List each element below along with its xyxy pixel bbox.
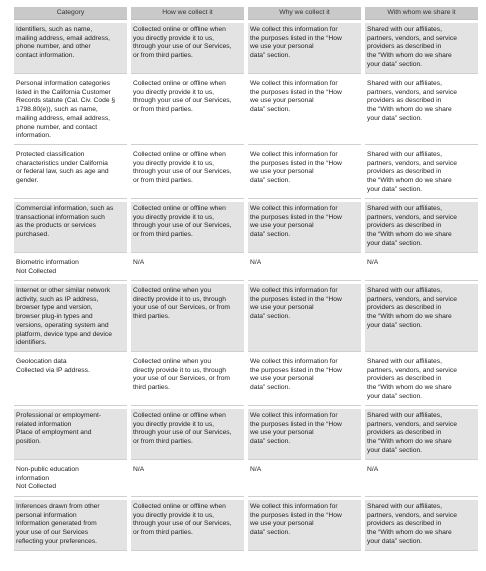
category-cell: Identifiers, such as name, mailing address, email address, phone number, and other contact information. (14, 23, 127, 74)
why-collected-cell: We collect this information for the purposes listed in the “How we use your personal data” section. (248, 23, 361, 74)
header-shared-with: With whom we share it (365, 7, 478, 20)
shared-with-cell: Shared with our affiliates, partners, vendors, and service providers as described in the “With whom do we share your data” section. (365, 23, 478, 74)
how-collected-cell: N/A (131, 463, 244, 497)
table-row (14, 500, 478, 551)
shared-with-cell: Shared with our affiliates, partners, vendors, and service providers as described in the “With whom do we share your data” section. (365, 500, 478, 551)
shared-with-cell: N/A (365, 256, 478, 281)
table-row (14, 409, 478, 460)
category-cell: Protected classification characteristics under California or federal law, such as age and gender. (14, 148, 127, 199)
category-cell: Professional or employment- related information Place of employment and position. (14, 409, 127, 460)
table-row (14, 148, 478, 199)
table-row (14, 284, 478, 352)
header-category: Category (14, 7, 127, 20)
how-collected-cell: Collected online or offline when you directly provide it to us, through your use of our Services, or from third parties. (131, 500, 244, 551)
category-cell: Non-public education information Not Collected (14, 463, 127, 497)
why-collected-cell: We collect this information for the purposes listed in the “How we use your personal data” section. (248, 148, 361, 199)
shared-with-cell: Shared with our affiliates, partners, vendors, and service providers as described in the “With whom do we share your data” section. (365, 355, 478, 406)
how-collected-cell: Collected online or offline when you directly provide it to us, through your use of our Services, or from third parties. (131, 77, 244, 145)
data-collection-table (10, 4, 482, 554)
how-collected-cell: Collected online or offline when you directly provide it to us, through your use of our Services, or from third parties. (131, 202, 244, 253)
table-row (14, 77, 478, 145)
why-collected-cell: We collect this information for the purposes listed in the “How we use your personal data” section. (248, 500, 361, 551)
why-collected-cell: N/A (248, 256, 361, 281)
table-row (14, 256, 478, 281)
shared-with-cell: N/A (365, 463, 478, 497)
category-cell: Personal information categories listed in the California Customer Records statute (Cal. Civ. Code § 1798.80(e)), such as name, mailing address, email address, phone number, and contact information. (14, 77, 127, 145)
why-collected-cell: N/A (248, 463, 361, 497)
table-row (14, 463, 478, 497)
why-collected-cell: We collect this information for the purposes listed in the “How we use your personal data” section. (248, 77, 361, 145)
header-how-collected: How we collect it (131, 7, 244, 20)
how-collected-cell: Collected online or offline when you directly provide it to us, through your use of our Services, or from third parties. (131, 23, 244, 74)
why-collected-cell: We collect this information for the purposes listed in the “How we use your personal data” section. (248, 284, 361, 352)
category-cell: Geolocation data Collected via IP address. (14, 355, 127, 406)
table-row (14, 355, 478, 406)
shared-with-cell: Shared with our affiliates, partners, vendors, and service providers as described in the “With whom do we share your data” section. (365, 409, 478, 460)
table-header-row (14, 7, 478, 20)
category-cell: Internet or other similar network activity, such as IP address, browser type and version, browser plug-in types and versions, operating system and platform, device type and device identifiers. (14, 284, 127, 352)
table-row (14, 202, 478, 253)
why-collected-cell: We collect this information for the purposes listed in the “How we use your personal data” section. (248, 409, 361, 460)
why-collected-cell: We collect this information for the purposes listed in the “How we use your personal data” section. (248, 355, 361, 406)
shared-with-cell: Shared with our affiliates, partners, vendors, and service providers as described in the “With whom do we share your data” section. (365, 202, 478, 253)
why-collected-cell: We collect this information for the purposes listed in the “How we use your personal data” section. (248, 202, 361, 253)
how-collected-cell: Collected online when you directly provide it to us, through your use of our Services, or from third parties. (131, 355, 244, 406)
table-row (14, 23, 478, 74)
category-cell: Inferences drawn from other personal information Information generated from your use of our Services reflecting your preferences. (14, 500, 127, 551)
category-cell: Biometric information Not Collected (14, 256, 127, 281)
how-collected-cell: N/A (131, 256, 244, 281)
how-collected-cell: Collected online when you directly provide it to us, through your use of our Services, or from third parties. (131, 284, 244, 352)
shared-with-cell: Shared with our affiliates, partners, vendors, and service providers as described in the “With whom do we share your data” section. (365, 77, 478, 145)
shared-with-cell: Shared with our affiliates, partners, vendors, and service providers as described in the “With whom do we share your data” section. (365, 148, 478, 199)
category-cell: Commercial information, such as transactional information such as the products or services purchased. (14, 202, 127, 253)
header-why-collected: Why we collect it (248, 7, 361, 20)
shared-with-cell: Shared with our affiliates, partners, vendors, and service providers as described in the “With whom do we share your data” section. (365, 284, 478, 352)
how-collected-cell: Collected online or offline when you directly provide it to us, through your use of our Services, or from third parties. (131, 409, 244, 460)
how-collected-cell: Collected online or offline when you directly provide it to us, through your use of our Services, or from third parties. (131, 148, 244, 199)
